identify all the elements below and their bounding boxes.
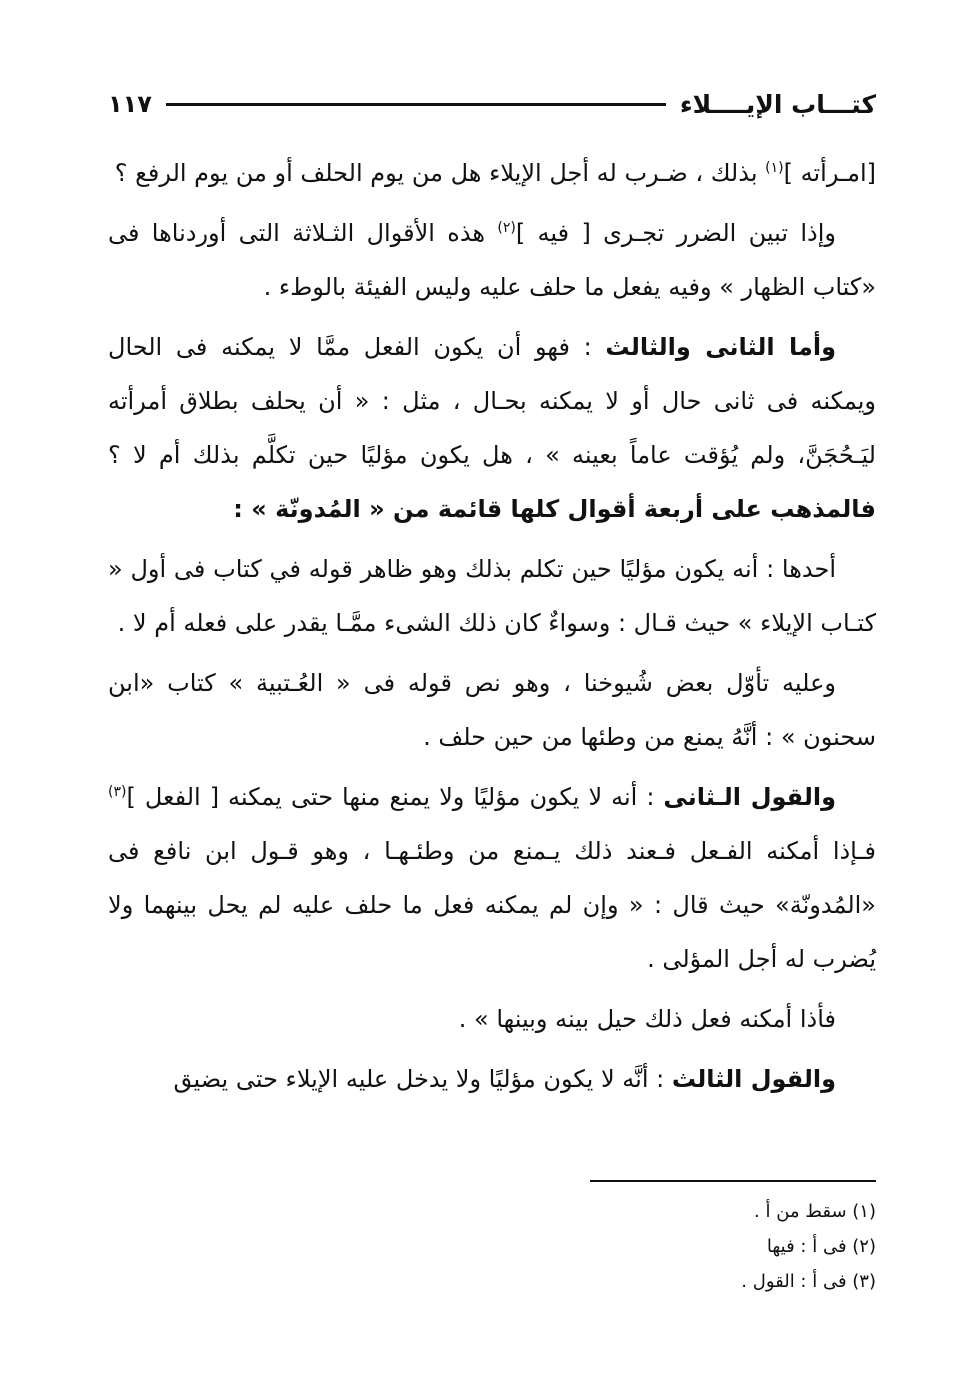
footnote-ref: (١) xyxy=(765,160,784,176)
paragraph xyxy=(108,206,876,314)
paragraph-text: [امـرأته ] xyxy=(783,159,876,187)
paragraph-text: : أنَّه لا يكون مؤليًا ولا يدخل عليه الإيلاء حتى يضيق xyxy=(173,1065,672,1093)
header-rule xyxy=(166,103,666,106)
footnote-separator xyxy=(590,1180,876,1182)
body-text xyxy=(108,146,876,1112)
paragraph xyxy=(108,542,876,650)
running-header xyxy=(108,84,876,124)
paragraph-text: وإذا تبين الضرر تجـرى [ فيه ] xyxy=(515,219,836,247)
bold-heading: والقول الـثانى xyxy=(663,783,836,811)
footnotes xyxy=(560,1194,876,1299)
paragraph-text: فـإذا أمكنه الفـعل فـعند ذلك يـمنع من وطئـهـا ، وهو قـول ابن نافع فى «المُدونّة» حيث قال : « وإن لم يمكنه فعل ما حلف عليه لم يحل بينهما ولا يُضرب له أجل المؤلى . xyxy=(108,837,876,973)
page-number: ١١٧ xyxy=(108,90,152,118)
bold-heading: فالمذهب على أربعة أقوال كلها قائمة من « المُدونّة » : xyxy=(233,495,876,523)
paragraph-text: بذلك ، ضـرب له أجل الإيلاء هل من يوم الحلف أو من يوم الرفع ؟ xyxy=(114,159,766,187)
paragraph xyxy=(108,1052,876,1106)
footnote-2: (٢) فى أ : فيها xyxy=(766,1236,876,1257)
bold-heading: وأما الثانى والثالث xyxy=(605,333,836,361)
bold-heading: والقول الثالث xyxy=(671,1065,836,1093)
footnote-3: (٣) فى أ : القول . xyxy=(741,1271,876,1292)
paragraph xyxy=(108,992,876,1046)
paragraph-text: هذه الأقوال الثـلاثة التى أوردناها فى «كتاب الظهار » وفيه يفعل ما حلف عليه وليس الفيئة بالوطء . xyxy=(108,219,876,301)
chapter-title: كتـــاب الإيــــلاء xyxy=(679,89,876,119)
paragraph xyxy=(108,146,876,200)
footnote-ref: (٣) xyxy=(108,784,127,800)
paragraph-text: فأذا أمكنه فعل ذلك حيل بينه وبينها » . xyxy=(458,1005,836,1033)
footnote-1: (١) سقط من أ . xyxy=(754,1201,876,1222)
paragraph xyxy=(108,770,876,986)
paragraph-text: : فهو أن يكون الفعل ممَّا لا يمكنه فى الحال ويمكنه فى ثانى حال أو لا يمكنه بحـال ، مثل : « أن يحلف بطلاق أمرأته ليَـحُجَنَّ، ولم يُؤقت عاماً بعينه » ، هل يكون مؤليًا حين تكلَّم بذلك أم لا ؟ xyxy=(108,333,876,469)
footnote-ref: (٢) xyxy=(497,220,516,236)
paragraph-text: وعليه تأوّل بعض شُيوخنا ، وهو نص قوله فى « العُـتبية » كتاب «ابن سحنون » : أنَّهُ يمنع من وطئها من حين حلف . xyxy=(108,669,876,751)
paragraph-text: أحدها : أنه يكون مؤليًا حين تكلم بذلك وهو ظاهر قوله في كتاب فى أول « كتـاب الإيلاء » حيث قـال : وسواءٌ كان ذلك الشىء ممَّـا يقدر على فعله أم لا . xyxy=(108,555,876,637)
paragraph xyxy=(108,656,876,764)
paragraph xyxy=(108,320,876,536)
paragraph-text: : أنه لا يكون مؤليًا ولا يمنع منها حتى يمكنه [ الفعل ] xyxy=(126,783,664,811)
